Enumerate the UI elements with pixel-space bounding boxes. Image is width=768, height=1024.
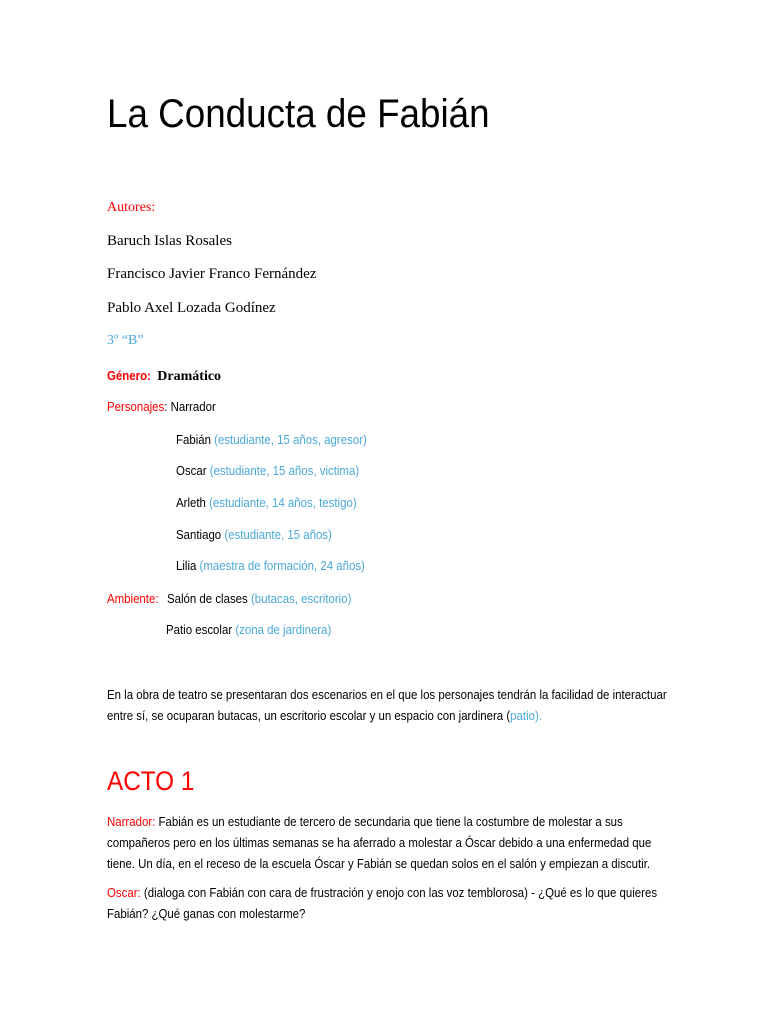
personaje-item <box>176 527 332 542</box>
personaje-narrador: Narrador <box>170 399 216 414</box>
oscar-line: Fabián? ¿Qué ganas con molestarme? <box>107 906 306 921</box>
narrador-line <box>107 811 745 832</box>
intro-text: entre sí, se ocuparan butacas, un escritorio escolar y un espacio con jardinera ( <box>107 708 511 723</box>
ambiente-line <box>107 591 351 606</box>
ambiente-desc: (zona de jardinera) <box>235 622 332 637</box>
personaje-item <box>176 558 365 573</box>
page-title: La Conducta de Fabián <box>107 92 490 136</box>
intro-line: En la obra de teatro se presentaran dos escenarios en el que los personajes tendrán la facilidad de interactuar <box>107 687 667 702</box>
autores-label: Autores: <box>107 200 156 215</box>
intro-highlight: patio). <box>510 708 542 723</box>
personaje-name: Lilia <box>176 558 197 573</box>
personaje-name: Arleth <box>176 495 206 510</box>
oscar-label: Oscar: <box>107 885 141 900</box>
ambiente-desc: (butacas, escritorio) <box>250 591 352 606</box>
personaje-desc: (estudiante, 14 años, testigo) <box>209 495 357 510</box>
personajes-label: Personajes <box>107 399 165 414</box>
narrador-text: Fabián es un estudiante de tercero de secundaria que tiene la costumbre de molestar a sus <box>158 814 623 829</box>
personaje-name: Santiago <box>176 527 222 542</box>
personajes-line: Personajes: Narrador <box>107 399 216 414</box>
narrador-line: tiene. Un día, en el receso de la escuela Óscar y Fabián se quedan solos en el salón y empiezan a discutir. <box>107 856 651 871</box>
narrador-line: compañeros pero en los últimas semanas se ha aferrado a molestar a Óscar debido a una enfermedad que <box>107 835 652 850</box>
narrador-paragraph <box>107 811 745 874</box>
personaje-item <box>176 495 357 510</box>
ambiente-name: Salón de clases <box>166 591 248 606</box>
personaje-desc: (estudiante, 15 años, agresor) <box>214 432 367 447</box>
ambiente-item <box>166 622 331 637</box>
genero-value: Dramático <box>157 369 222 384</box>
personaje-desc: (estudiante, 15 años, victima) <box>209 463 360 478</box>
personaje-item <box>176 432 367 447</box>
personaje-name: Fabián <box>176 432 211 447</box>
intro-line <box>107 705 745 726</box>
author-1: Baruch Islas Rosales <box>107 233 232 249</box>
oscar-paragraph <box>107 882 745 924</box>
author-2: Francisco Javier Franco Fernández <box>107 266 317 282</box>
personaje-name: Oscar <box>176 463 207 478</box>
genero-label: Género: <box>107 368 151 383</box>
personaje-desc: (maestra de formación, 24 años) <box>199 558 365 573</box>
intro-paragraph <box>107 684 745 726</box>
genero-line <box>107 367 221 385</box>
oscar-text: (dialoga con Fabián con cara de frustración y enojo con las voz temblorosa) - ¿Qué es lo que quieres <box>143 885 658 900</box>
personaje-item <box>176 463 359 478</box>
narrador-label: Narrador: <box>107 814 156 829</box>
group-label: 3º “B” <box>107 333 144 348</box>
ambiente-name: Patio escolar <box>166 622 233 637</box>
personaje-desc: (estudiante, 15 años) <box>224 527 332 542</box>
ambiente-label: Ambiente: <box>107 591 159 606</box>
author-3: Pablo Axel Lozada Godínez <box>107 300 276 316</box>
act-heading: ACTO 1 <box>107 766 195 796</box>
oscar-line <box>107 882 745 903</box>
